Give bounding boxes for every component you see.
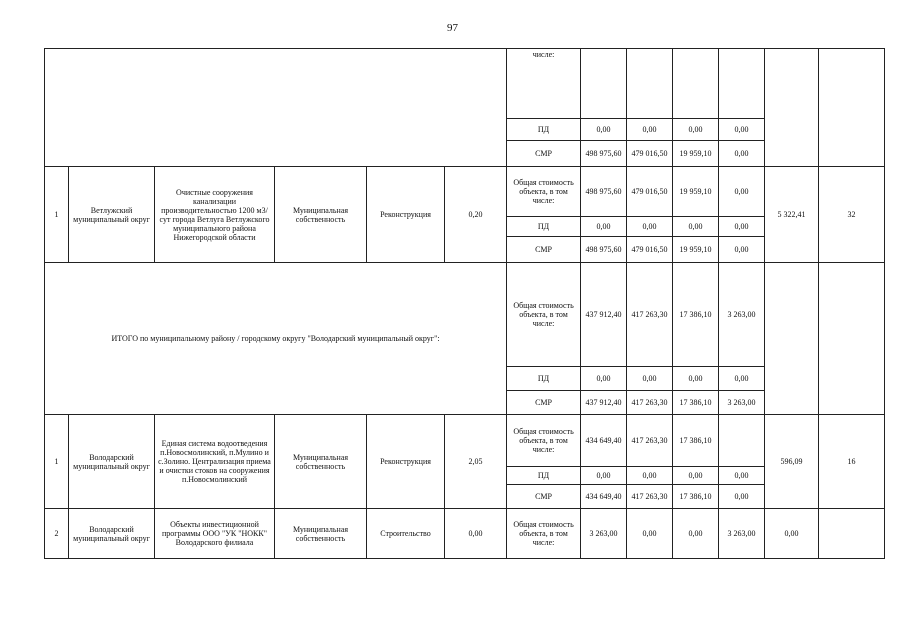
table-cell: 0,00 [719, 467, 765, 485]
capacity-cell: 0,00 [445, 509, 507, 559]
page-number: 97 [447, 22, 458, 34]
table-cell: 498 975,60 [581, 141, 627, 167]
table-cell: 17 386,10 [673, 263, 719, 367]
table-row [45, 415, 885, 467]
itogo-label: ИТОГО по муниципальному району / городскому округу "Володарский муниципальный округ": [45, 263, 507, 415]
table-cell: 16 [819, 415, 885, 509]
table-cell: 3 263,00 [719, 509, 765, 559]
type-cell: Строительство [367, 509, 445, 559]
table-row [45, 263, 885, 367]
table-cell: 5 322,41 [765, 167, 819, 263]
table-cell: 0,00 [581, 467, 627, 485]
cost-label-pd: ПД [507, 467, 581, 485]
table-cell: 0,00 [581, 217, 627, 237]
cost-label-total: Общая стоимость объекта, в том числе: [507, 167, 581, 217]
table-cell: 0,00 [627, 119, 673, 141]
cost-label-smr: СМР [507, 141, 581, 167]
table-cell: 3 263,00 [719, 263, 765, 367]
table-cell: 417 263,30 [627, 391, 673, 415]
table-cell: 17 386,10 [673, 391, 719, 415]
table-cell: 498 975,60 [581, 167, 627, 217]
ownership-cell: Муниципальная собственность [275, 415, 367, 509]
table-cell: 0,00 [719, 141, 765, 167]
ownership-cell: Муниципальная собственность [275, 509, 367, 559]
table-cell: 0,00 [581, 367, 627, 391]
table-cell: 19 959,10 [673, 237, 719, 263]
table-cell: 19 959,10 [673, 167, 719, 217]
table-cell: 0,00 [673, 217, 719, 237]
table-cell: 3 263,00 [719, 391, 765, 415]
table-cell: 0,00 [581, 119, 627, 141]
row-number: 1 [45, 415, 69, 509]
table-cell: 17 386,10 [673, 485, 719, 509]
type-cell: Реконструкция [367, 167, 445, 263]
table-cell: 0,00 [719, 217, 765, 237]
empty-merged-cell [45, 49, 507, 167]
district-cell: Ветлужский муниципальный округ [69, 167, 155, 263]
cost-label-smr: СМР [507, 391, 581, 415]
table-row [45, 167, 885, 217]
table-cell: 0,00 [719, 237, 765, 263]
table-cell: 32 [819, 167, 885, 263]
table-cell: 0,00 [719, 367, 765, 391]
table-cell: 417 263,30 [627, 485, 673, 509]
cost-label-smr: СМР [507, 237, 581, 263]
table-cell: 437 912,40 [581, 391, 627, 415]
row-number: 2 [45, 509, 69, 559]
object-cell: Объекты инвестиционной программы ООО "УК "НОКК" Володарского филиала [155, 509, 275, 559]
type-cell: Реконструкция [367, 415, 445, 509]
table-cell: 0,00 [673, 467, 719, 485]
cost-label-smr: СМР [507, 485, 581, 509]
table-cell: 0,00 [765, 509, 819, 559]
table-cell: 479 016,50 [627, 237, 673, 263]
table-cell [719, 415, 765, 467]
table-row [45, 509, 885, 559]
capacity-cell: 2,05 [445, 415, 507, 509]
table-cell: 0,00 [627, 467, 673, 485]
table-cell: 479 016,50 [627, 167, 673, 217]
cost-label-cont: числе: [507, 49, 581, 119]
table-cell: 0,00 [673, 509, 719, 559]
table-cell: 17 386,10 [673, 415, 719, 467]
table-cell: 0,00 [673, 119, 719, 141]
cost-label-pd: ПД [507, 119, 581, 141]
table-cell: 0,00 [627, 509, 673, 559]
row-number: 1 [45, 167, 69, 263]
cost-label-total: Общая стоимость объекта, в том числе: [507, 509, 581, 559]
table-cell: 0,00 [719, 485, 765, 509]
table-cell: 479 016,50 [627, 141, 673, 167]
table-cell: 434 649,40 [581, 415, 627, 467]
table-cell: 417 263,30 [627, 415, 673, 467]
ownership-cell: Муниципальная собственность [275, 167, 367, 263]
table-cell: 596,09 [765, 415, 819, 509]
table-cell: 498 975,60 [581, 237, 627, 263]
cost-label-pd: ПД [507, 217, 581, 237]
cost-label-total: Общая стоимость объекта, в том числе: [507, 263, 581, 367]
cost-label-pd: ПД [507, 367, 581, 391]
table-cell: 3 263,00 [581, 509, 627, 559]
table-cell: 0,00 [627, 367, 673, 391]
object-cell: Очистные сооружения канализации производительностью 1200 м3/сут города Ветлуга Ветлужского муниципального района Нижегородской области [155, 167, 275, 263]
investment-table [44, 48, 885, 559]
table-row [45, 49, 885, 119]
table-cell [819, 509, 885, 559]
table-cell: 0,00 [673, 367, 719, 391]
table-cell: 19 959,10 [673, 141, 719, 167]
district-cell: Володарский муниципальный округ [69, 415, 155, 509]
table-cell: 0,00 [719, 167, 765, 217]
table-cell: 437 912,40 [581, 263, 627, 367]
table-cell: 0,00 [627, 217, 673, 237]
object-cell: Единая система водоотведения п.Новосмолинский, п.Мулино и с.Золино. Централизация приема и очистки стоков на сооружения п.Новосмолинский [155, 415, 275, 509]
district-cell: Володарский муниципальный округ [69, 509, 155, 559]
table-cell: 434 649,40 [581, 485, 627, 509]
table-cell: 417 263,30 [627, 263, 673, 367]
cost-label-total: Общая стоимость объекта, в том числе: [507, 415, 581, 467]
capacity-cell: 0,20 [445, 167, 507, 263]
table-cell: 0,00 [719, 119, 765, 141]
